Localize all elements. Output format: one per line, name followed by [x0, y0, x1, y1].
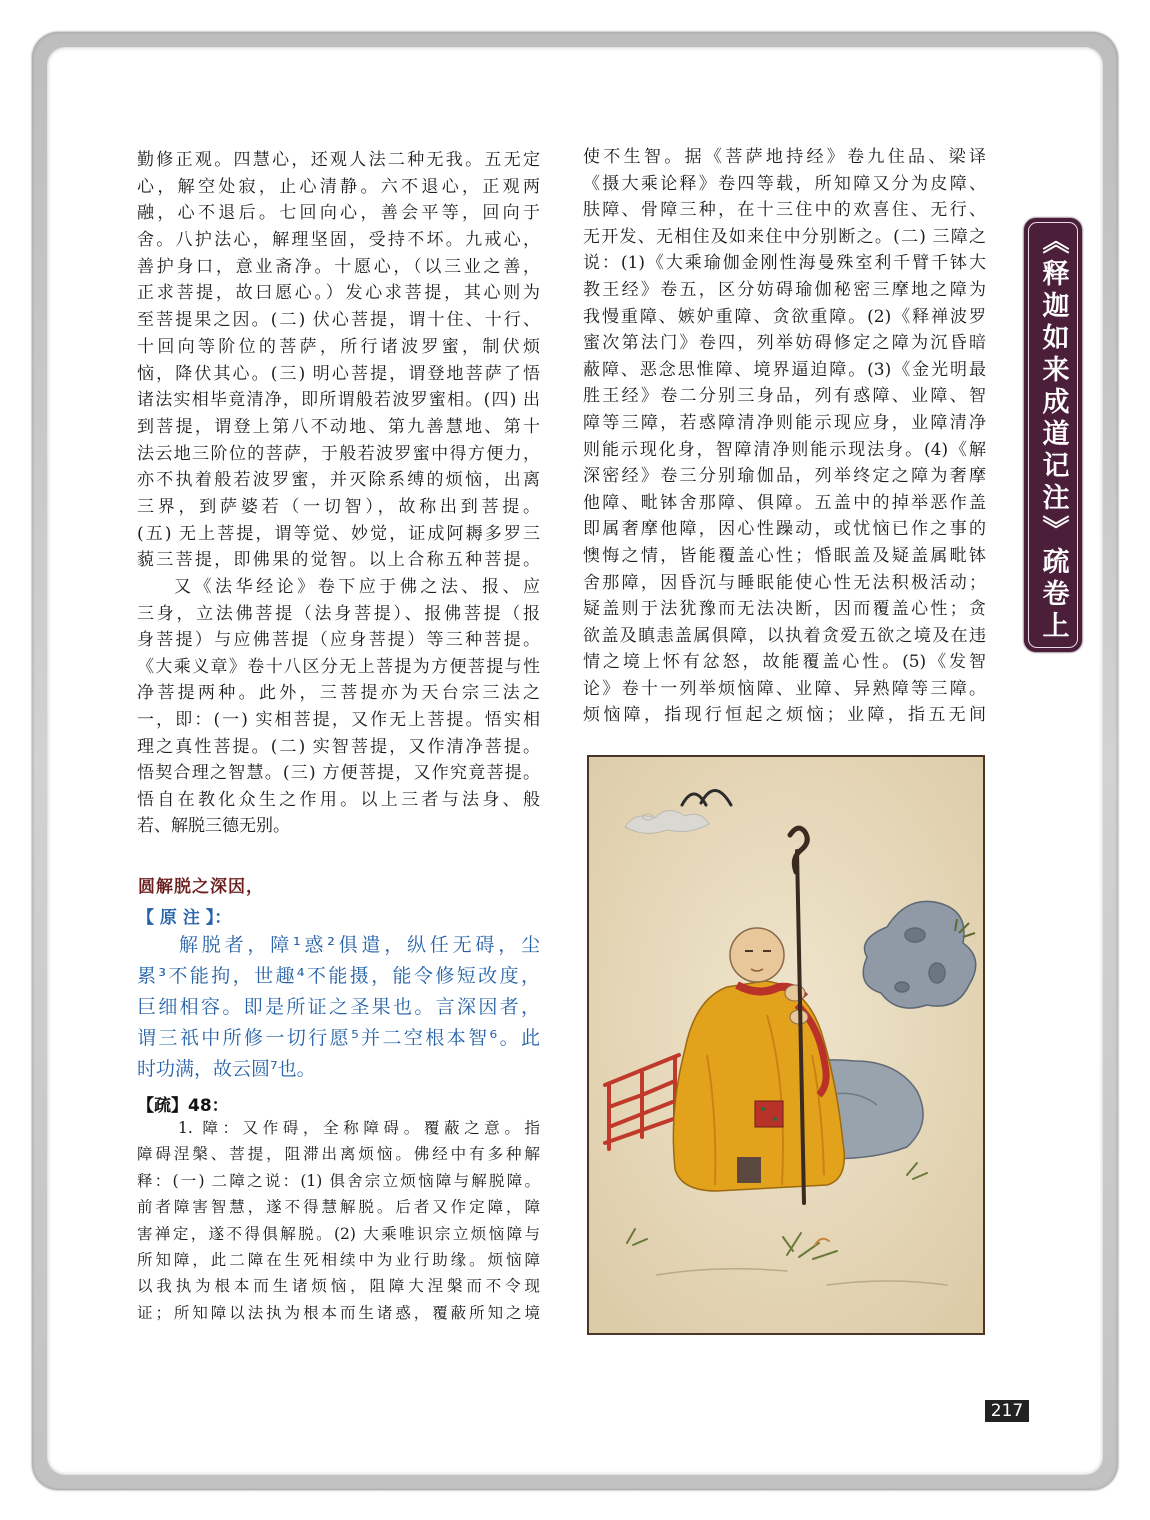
original-note-label: 【 原 注 】：	[137, 908, 232, 928]
page-number: 217	[985, 1400, 1029, 1422]
chapter-side-title: 《释迦如来成道记注》疏卷上	[1037, 227, 1069, 643]
commentary-line: 证；所知障以法执为根本而生诸惑，覆蔽所知之境	[137, 1303, 540, 1322]
body-line: 疑盖则于法犹豫而无法决断，因而覆盖心性；贪	[583, 599, 986, 620]
body-line: 十回向等阶位的菩萨，所行诸波罗蜜，制伏烦	[137, 336, 540, 357]
body-line: 胜王经》卷二分别三身品，列有惑障、业障、智	[583, 386, 986, 407]
note-line: 时功满，故云圆⁷也。	[137, 1058, 316, 1080]
body-line: 至菩提果之因。(二) 伏心菩提，谓十住、十行、	[137, 310, 540, 331]
body-line: 三身，立法佛菩提（法身菩提）、报佛菩提（报	[137, 603, 540, 624]
body-line: 恼，降伏其心。(三) 明心菩提，谓登地菩萨了悟	[137, 363, 540, 384]
robe-patch	[755, 1101, 783, 1127]
left-paragraph-2	[137, 574, 540, 840]
body-line: 则能示现化身，智障清净则能示现法身。(4)《解	[583, 439, 986, 460]
body-line: 融，心不退后。七回向心，善会平等，回向于	[137, 203, 540, 224]
chapter-side-tab	[1024, 218, 1082, 652]
body-line: 悟契合理之智慧。(三) 方便菩提，又作究竟菩提。	[137, 763, 540, 784]
commentary-label: 【疏】48：	[137, 1096, 229, 1116]
body-line: 一，即：(一) 实相菩提，又作无上菩提。悟实相	[137, 709, 540, 730]
body-line: 障等三障，若惑障清净则能示现应身，业障清净	[583, 412, 986, 433]
note-line: 累³不能拘，世趣⁴不能摄，能令修短改度，	[137, 965, 540, 987]
body-line: 肤障、骨障三种，在十三住中的欢喜住、无行、	[583, 200, 986, 221]
body-line: 使不生智。据《菩萨地持经》卷九住品、梁译	[583, 147, 986, 167]
commentary-line: 以我执为根本而生诸烦恼，阻障大涅槃而不令现	[137, 1277, 540, 1296]
note-line: 解脱者，障¹惑²俱遣，纵任无碍，尘	[179, 934, 540, 956]
body-line: 他障、毗钵舍那障、俱障。五盖中的掉举恶作盖	[583, 492, 986, 513]
body-line: 三界，到萨婆若（一切智），故称出到菩提。	[137, 496, 540, 517]
body-line: 《摄大乘论释》卷四等载，所知障又分为皮障、	[583, 173, 986, 194]
body-line: 深密经》卷三分别瑜伽品，列举终定之障为奢摩	[583, 466, 986, 487]
monk-painting	[587, 755, 985, 1335]
note-line: 谓三祇中所修一切行愿⁵并二空根本智⁶。此	[137, 1027, 540, 1049]
body-line: 无开发、无相住及如来住中分别断之。(二) 三障之	[583, 226, 986, 247]
body-line: 身菩提）与应佛菩提（应身菩提）等三种菩提。	[137, 630, 540, 651]
body-line: 蜜次第法门》卷四，列举妨碍修定之障为沉昏暗	[583, 333, 986, 354]
commentary-line: 1. 障：又作碍，全称障碍。覆蔽之意。指	[178, 1119, 540, 1137]
body-line: 到菩提，谓登上第八不动地、第九善慧地、第十	[137, 416, 540, 437]
body-line: 亦不执着般若波罗蜜，并灭除系缚的烦恼，出离	[137, 470, 540, 491]
left-paragraph-1	[137, 147, 540, 574]
body-line: 勤修正观。四慧心，还观人法二种无我。五无定	[137, 150, 540, 170]
body-line: 欲盖及瞋恚盖属俱障，以执着贪爱五欲之境及在违	[583, 625, 986, 646]
commentary-line: 前者障害智慧，遂不得慧解脱。后者又作定障，障	[137, 1198, 540, 1217]
body-line: 诸法实相毕竟清净，即所谓般若波罗蜜相。(四) 出	[137, 390, 540, 411]
original-note	[137, 930, 540, 1085]
body-line: 善护身口，意业斋净。十愿心，（以三业之善，	[137, 256, 540, 277]
commentary	[137, 1115, 540, 1326]
body-line: 论》卷十一列举烦恼障、业障、异熟障等三障。	[583, 678, 986, 699]
body-line: (五) 无上菩提，谓等觉、妙觉，证成阿耨多罗三	[137, 523, 540, 544]
body-line: 蔽障、恶念思惟障、境界逼迫障。(3)《金光明最	[583, 359, 986, 380]
right-column	[583, 144, 986, 729]
commentary-line: 释：(一) 二障之说：(1) 俱舍宗立烦恼障与解脱障。	[137, 1171, 540, 1190]
body-line: 又《法华经论》卷下应于佛之法、报、应	[174, 577, 540, 597]
body-line: 正求菩提，故曰愿心。）发心求菩提，其心则为	[137, 283, 540, 304]
body-line: 理之真性菩提。(二) 实智菩提，又作清净菩提。	[137, 736, 540, 757]
body-line: 心，解空处寂，止心清静。六不退心，正观两	[137, 176, 540, 197]
body-line: 情之境上怀有忿怒，故能覆盖心性。(5)《发智	[583, 652, 986, 673]
body-line: 《大乘义章》卷十八区分无上菩提为方便菩提与性	[137, 656, 540, 677]
body-line: 懊悔之情，皆能覆盖心性；惛眠盖及疑盖属毗钵	[583, 545, 986, 566]
commentary-line: 所知障，此二障在生死相续中为业行助缘。烦恼障	[137, 1250, 540, 1269]
body-line: 我慢重障、嫉妒重障、贪欲重障。(2)《释禅波罗	[583, 306, 986, 327]
commentary-line: 障碍涅槃、菩提，阻滞出离烦恼。佛经中有多种解	[137, 1145, 540, 1164]
body-line: 即属奢摩他障，因心性躁动，或忧恼已作之事的	[583, 519, 986, 540]
body-line: 教王经》卷五，区分妨碍瑜伽秘密三摩地之障为	[583, 279, 986, 300]
body-line: 若、解脱三德无别。	[137, 816, 290, 837]
body-line: 悟自在教化众生之作用。以上三者与法身、般	[137, 789, 540, 810]
body-line: 舍那障，因昏沉与睡眠能使心性无法积极活动；	[583, 572, 986, 593]
section-heading: 圆解脱之深因，	[138, 877, 264, 897]
monk-head	[730, 928, 784, 982]
body-line: 藐三菩提，即佛果的觉智。以上合称五种菩提。	[137, 550, 540, 571]
body-line: 净菩提两种。此外，三菩提亦为天台宗三法之	[137, 683, 540, 704]
note-line: 巨细相容。即是所证之圣果也。言深因者，	[137, 996, 540, 1018]
body-line: 法云地三阶位的菩萨，于般若波罗蜜中得方便力，	[137, 443, 540, 464]
body-line: 烦恼障，指现行恒起之烦恼；业障，指五无间	[583, 705, 986, 726]
body-line: 舍。八护法心，解理坚固，受持不坏。九戒心，	[137, 230, 540, 251]
body-line: 说：(1)《大乘瑜伽金刚性海曼殊室利千臂千钵大	[583, 253, 986, 274]
commentary-line: 害禅定，遂不得俱解脱。(2) 大乘唯识宗立烦恼障与	[137, 1224, 540, 1243]
